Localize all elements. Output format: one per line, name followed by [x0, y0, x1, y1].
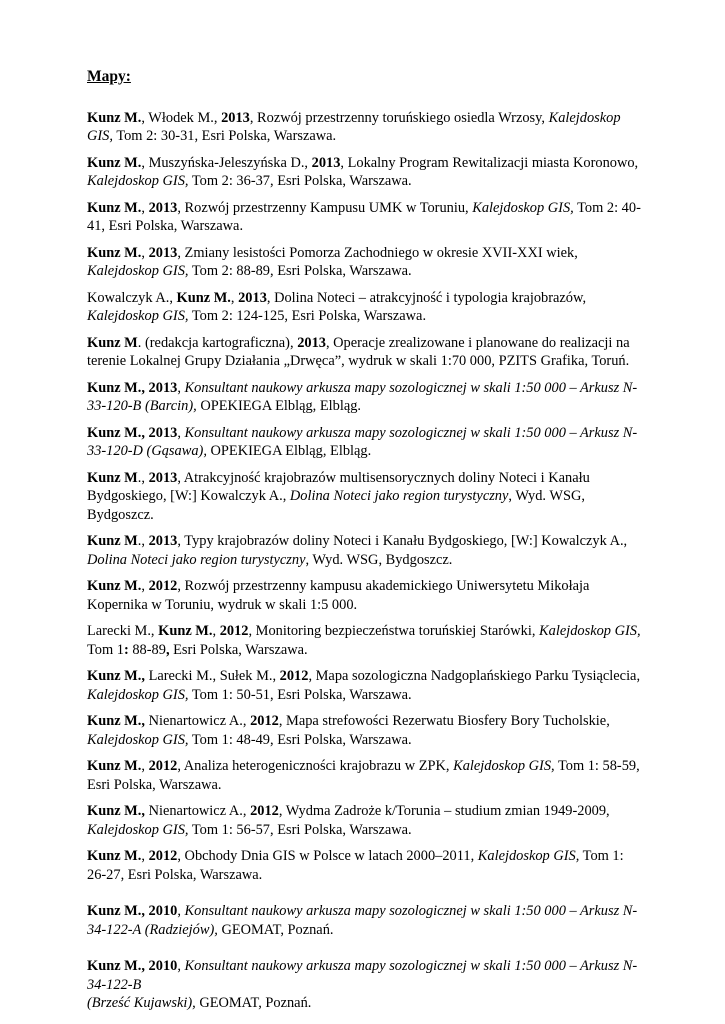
entry-bold-text: Kunz M. [87, 758, 142, 774]
entry-text: . (redakcja kartograficzna), [137, 334, 298, 351]
entry-text: , Wydma Zadroże k/Torunia – studium zmian 1949-2009, [278, 803, 610, 819]
entry-italic-text: (Brześć Kujawski), [87, 995, 196, 1011]
entry-text: Nienartowicz A., [144, 713, 251, 729]
entry-text: , [177, 903, 185, 919]
publication-entry [87, 469, 642, 525]
entry-text: , Analiza heterogeniczności krajobrazu w ZPK, [177, 758, 454, 774]
entry-bold-text: 2013 [311, 154, 341, 171]
entry-text: , Typy krajobrazów doliny Noteci i Kanału Bydgoskiego, [W:] Kowalczyk A., [177, 533, 628, 549]
publication-entry [87, 532, 642, 569]
publication-entry [87, 424, 642, 461]
entry-text: , Zmiany lesistości Pomorza Zachodniego w okresie XVII-XXI wiek, [177, 244, 578, 261]
publication-list [87, 109, 642, 1013]
entry-bold-text: 2012 [250, 713, 279, 729]
entry-bold-text: : [123, 641, 129, 658]
entry-text: Tom 1: 50-51, Esri Polska, Warszawa. [188, 686, 412, 703]
entry-bold-text: Kunz M., [87, 803, 145, 819]
entry-italic-text: Kalejdoskop GIS, [539, 623, 641, 639]
entry-bold-text: 2012 [148, 758, 178, 774]
entry-bold-text: Kunz M., 2013 [87, 424, 178, 441]
entry-text: , Obchody Dnia GIS w Polsce w latach 2000–2011, [177, 848, 478, 864]
entry-italic-text: Kalejdoskop GIS, [472, 199, 574, 216]
entry-bold-text: 2013 [148, 199, 178, 216]
entry-text: , [177, 379, 185, 396]
publication-entry [87, 667, 642, 704]
entry-text: , Rozwój przestrzenny kampusu akademickiego Uniwersytetu Mikołaja Kopernika w Toruniu, wydruk w skali 1:5 000. [87, 578, 590, 613]
entry-text: , [141, 578, 149, 594]
entry-text: , [141, 848, 149, 864]
entry-bold-text: 2012 [279, 668, 309, 684]
publication-entry [87, 289, 642, 326]
entry-text: Tom 2: 36-37, Esri Polska, Warszawa. [188, 173, 412, 189]
publication-entry [87, 334, 642, 371]
entry-text: , [212, 623, 220, 639]
entry-text: Tom 1: 56-57, Esri Polska, Warszawa. [188, 821, 412, 838]
entry-bold-text: 2012 [219, 623, 249, 639]
entry-bold-text: Kunz M [87, 334, 138, 351]
entry-italic-text: Kalejdoskop GIS, [87, 263, 189, 279]
entry-text: , [141, 199, 149, 216]
entry-text: , Dolina Noteci – atrakcyjność i typologia krajobrazów, [266, 289, 587, 306]
publication-entry [87, 577, 642, 614]
entry-bold-text: Kunz M. [87, 199, 142, 216]
entry-text: GEOMAT, Poznań. [195, 995, 312, 1011]
entry-text: , [177, 424, 185, 441]
entry-text: , Włodek M., [141, 109, 222, 126]
entry-text: , Rozwój przestrzenny Kampusu UMK w Toruniu, [177, 199, 473, 216]
entry-text: , [141, 244, 149, 261]
entry-text: Tom 2: 30-31, Esri Polska, Warszawa. [112, 128, 337, 144]
entry-bold-text: Kunz M. [176, 289, 231, 306]
publication-entry [87, 379, 642, 416]
entry-text: Tom 2: 88-89, Esri Polska, Warszawa. [188, 263, 412, 279]
entry-bold-text: Kunz M. [158, 623, 213, 639]
entry-italic-text: Kalejdoskop GIS, [87, 731, 189, 748]
entry-text: , [230, 289, 239, 306]
entry-bold-text: 2013 [221, 109, 250, 126]
entry-bold-text: Kunz M., 2010 [87, 903, 178, 919]
entry-bold-text: 2013 [297, 334, 326, 351]
entry-text: Tom 1: 48-49, Esri Polska, Warszawa. [188, 731, 412, 748]
entry-text: 88-89 [128, 641, 166, 658]
entry-text: Tom 1: 26-27, Esri Polska, Warszawa. [87, 848, 624, 883]
entry-italic-text: Konsultant naukowy arkusza mapy sozologicznej w skali 1:50 000 – Arkusz N-33-120-D (Gąsawa), [87, 424, 638, 459]
entry-bold-text: Kunz M [87, 533, 138, 549]
publication-entry [87, 802, 642, 839]
entry-italic-text: Dolina Noteci jako region turystyczny [87, 551, 306, 568]
entry-italic-text: Kalejdoskop GIS, [87, 686, 189, 703]
publication-entry [87, 199, 642, 236]
publication-page [87, 68, 642, 1021]
entry-text: Tom 1 [87, 641, 124, 658]
entry-text: ., [137, 533, 149, 549]
entry-text: , Wyd. WSG, Bydgoszcz. [87, 488, 585, 523]
entry-bold-text: Kunz M., [87, 713, 145, 729]
entry-italic-text: Kalejdoskop GIS, [87, 173, 189, 189]
entry-bold-text: 2012 [148, 848, 178, 864]
entry-bold-text: 2012 [148, 578, 178, 594]
entry-italic-text: Konsultant naukowy arkusza mapy sozologicznej w skali 1:50 000 – Arkusz N-34-122-B [87, 958, 638, 993]
entry-text: OPEKIEGA Elbląg, Elbląg. [196, 398, 362, 414]
entry-text: , Atrakcyjność krajobrazów multisensorycznych doliny Noteci i Kanału Bydgoskiego, [W:] Kowalczyk A., [87, 469, 590, 504]
entry-italic-text: Konsultant naukowy arkusza mapy sozologicznej w skali 1:50 000 – Arkusz N-34-122-A (Radziejów), [87, 903, 638, 938]
entry-text: GEOMAT, Poznań. [217, 921, 334, 938]
entry-italic-text: Konsultant naukowy arkusza mapy sozologicznej w skali 1:50 000 – Arkusz N-33-120-B (Barcin), [87, 379, 638, 414]
entry-bold-text: 2013 [238, 289, 267, 306]
publication-entry [87, 109, 642, 146]
entry-bold-text: Kunz M. [87, 848, 142, 864]
entry-italic-text: Kalejdoskop GIS, [477, 848, 580, 864]
entry-bold-text: Kunz M. [87, 578, 142, 594]
entry-text: , [177, 958, 185, 974]
entry-bold-text: Kunz M. [87, 154, 142, 171]
publication-entry [87, 154, 642, 191]
entry-text: , [141, 758, 149, 774]
entry-bold-text: Kunz M. [87, 109, 142, 126]
entry-bold-text: Kunz M., [87, 668, 145, 684]
entry-text: Tom 1: 58-59, Esri Polska, Warszawa. [87, 758, 640, 793]
entry-text: Esri Polska, Warszawa. [169, 641, 308, 658]
publication-entry [87, 902, 642, 939]
entry-bold-text: 2013 [148, 244, 178, 261]
section-heading: Mapy: [87, 68, 131, 85]
entry-text: , Mapa sozologiczna Nadgoplańskiego Parku Tysiąclecia, [308, 668, 641, 684]
entry-text: Nienartowicz A., [144, 803, 251, 819]
entry-text: , Muszyńska-Jeleszyńska D., [141, 154, 312, 171]
entry-bold-text: Kunz M [87, 469, 138, 486]
entry-bold-text: 2013 [148, 469, 178, 486]
entry-italic-text: Dolina Noteci jako region turystyczny [289, 488, 509, 504]
entry-text: , Monitoring bezpieczeństwa toruńskiej Starówki, [248, 623, 540, 639]
entry-text: , Rozwój przestrzenny toruńskiego osiedla Wrzosy, [249, 109, 549, 126]
entry-text: , Lokalny Program Rewitalizacji miasta Koronowo, [340, 154, 639, 171]
publication-entry [87, 957, 642, 1013]
entry-bold-text: 2013 [148, 533, 178, 549]
entry-italic-text: Kalejdoskop GIS, [87, 821, 189, 838]
entry-bold-text: Kunz M. [87, 244, 142, 261]
entry-text: , Wyd. WSG, Bydgoszcz. [305, 551, 453, 568]
entry-text: Tom 2: 40-41, Esri Polska, Warszawa. [87, 199, 641, 234]
publication-entry [87, 622, 642, 659]
publication-entry [87, 244, 642, 281]
entry-italic-text: Kalejdoskop GIS, [87, 308, 189, 324]
entry-text: Larecki M., [87, 623, 159, 639]
entry-text: ., [137, 469, 149, 486]
publication-entry [87, 757, 642, 794]
entry-italic-text: Kalejdoskop GIS, [453, 758, 555, 774]
publication-entry [87, 712, 642, 749]
entry-bold-text: , [165, 641, 170, 658]
entry-text: Larecki M., Sułek M., [144, 668, 280, 684]
entry-italic-text: Kalejdoskop GIS, [87, 109, 621, 144]
entry-text: OPEKIEGA Elbląg, Elbląg. [206, 443, 372, 459]
entry-bold-text: Kunz M., 2013 [87, 379, 178, 396]
entry-text: Kowalczyk A., [87, 289, 177, 306]
entry-bold-text: 2012 [250, 803, 279, 819]
entry-bold-text: Kunz M., 2010 [87, 958, 178, 974]
entry-text: , Mapa strefowości Rezerwatu Biosfery Bory Tucholskie, [278, 713, 610, 729]
entry-text: , Operacje zrealizowane i planowane do realizacji na terenie Lokalnej Grupy Działania „Drwęca”, wydruk w skali 1:70 000, PZITS Grafika, Toruń. [87, 334, 630, 369]
entry-text: Tom 2: 124-125, Esri Polska, Warszawa. [188, 308, 427, 324]
publication-entry [87, 847, 642, 884]
